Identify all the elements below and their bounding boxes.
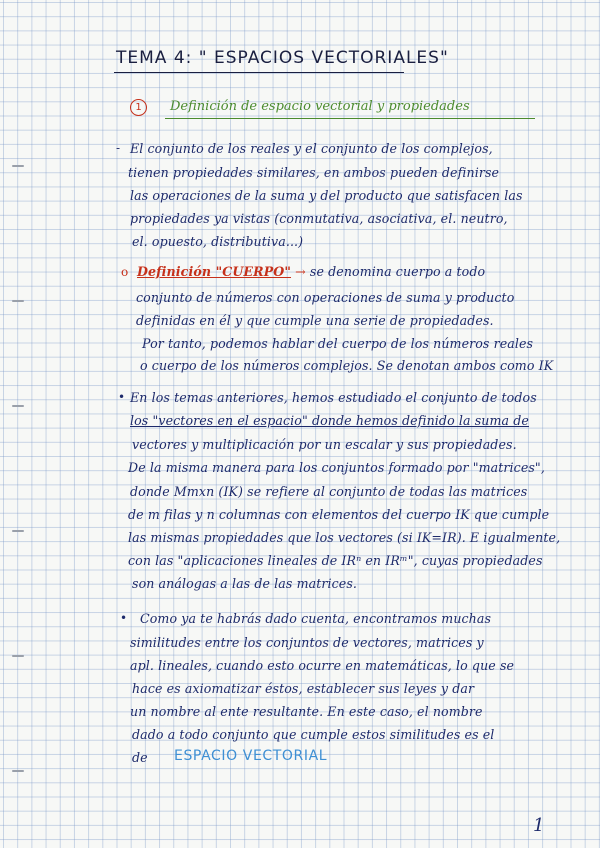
paragraph-3-line: donde Mmxn (IK) se refiere al conjunto de todas las matrices	[130, 484, 528, 499]
page-title: TEMA 4: " ESPACIOS VECTORIALES"	[116, 48, 449, 68]
paragraph-2-line: Por tanto, podemos hablar del cuerpo de los números reales	[142, 336, 534, 351]
binder-hole	[12, 165, 24, 167]
paragraph-1-line: tienen propiedades similares, en ambos pueden definirse	[128, 165, 500, 180]
paragraph-3-line: De la misma manera para los conjuntos formado por "matrices",	[128, 460, 545, 475]
cuerpo-definition-label: Definición "CUERPO"	[137, 264, 292, 279]
paragraph-3-line: de m filas y n columnas con elementos del cuerpo IK que cumple	[128, 507, 550, 522]
binder-hole	[12, 300, 24, 302]
binder-hole	[12, 405, 24, 407]
paragraph-4-line: similitudes entre los conjuntos de vectores, matrices y	[130, 635, 484, 650]
title-underline	[114, 72, 404, 73]
page-number: 1	[533, 815, 545, 836]
paragraph-2-line: definidas en él y que cumple una serie de propiedades.	[136, 313, 494, 328]
paragraph-3-line: son análogas a las de las matrices.	[132, 576, 357, 591]
arrow-icon: →	[295, 264, 306, 279]
dash-bullet: -	[116, 141, 121, 155]
paragraph-1-line: las operaciones de la suma y del producto que satisfacen las	[130, 188, 523, 203]
espacio-vectorial-term: ESPACIO VECTORIAL	[174, 748, 328, 764]
cuerpo-definition-text: se denomina cuerpo a todo	[309, 264, 486, 279]
cuerpo-definition-line	[137, 264, 485, 279]
paragraph-4-line: un nombre al ente resultante. En este caso, el nombre	[130, 704, 483, 719]
paragraph-1-line: propiedades ya vistas (conmutativa, asociativa, el. neutro,	[130, 211, 508, 226]
section-number: 1	[130, 99, 147, 116]
paragraph-2-line: o cuerpo de los números complejos. Se denotan ambos como IK	[140, 358, 554, 373]
paragraph-2-line: conjunto de números con operaciones de suma y producto	[136, 290, 515, 305]
paragraph-1-line: El conjunto de los reales y el conjunto de los complejos,	[130, 141, 493, 156]
binder-hole	[12, 655, 24, 657]
dot-bullet: •	[120, 611, 128, 625]
section-underline	[165, 118, 535, 119]
paragraph-3-line: En los temas anteriores, hemos estudiado el conjunto de todos	[130, 390, 537, 405]
paragraph-1-line: el. opuesto, distributiva...)	[132, 234, 304, 249]
paragraph-3-line: los "vectores en el espacio" donde hemos definido la suma de	[130, 413, 529, 428]
dot-bullet: •	[118, 390, 126, 404]
paragraph-4-line: hace es axiomatizar éstos, establecer sus leyes y dar	[132, 681, 475, 696]
paragraph-3-line: las mismas propiedades que los vectores (si IK=IR). E igualmente,	[128, 530, 561, 545]
circle-bullet: o	[121, 265, 129, 279]
binder-hole	[12, 530, 24, 532]
paragraph-4-line: dado a todo conjunto que cumple estos similitudes es el	[132, 727, 495, 742]
paragraph-4-line: Como ya te habrás dado cuenta, encontramos muchas	[140, 611, 492, 626]
paragraph-4-end-prefix: de	[132, 750, 148, 765]
paragraph-3-line: vectores y multiplicación por un escalar y sus propiedades.	[132, 437, 517, 452]
binder-hole	[12, 770, 24, 772]
paragraph-4-line: apl. lineales, cuando esto ocurre en matemáticas, lo que se	[130, 658, 515, 673]
section-title: Definición de espacio vectorial y propiedades	[170, 99, 470, 114]
paragraph-3-line: con las "aplicaciones lineales de IRⁿ en IRᵐ", cuyas propiedades	[128, 553, 543, 568]
